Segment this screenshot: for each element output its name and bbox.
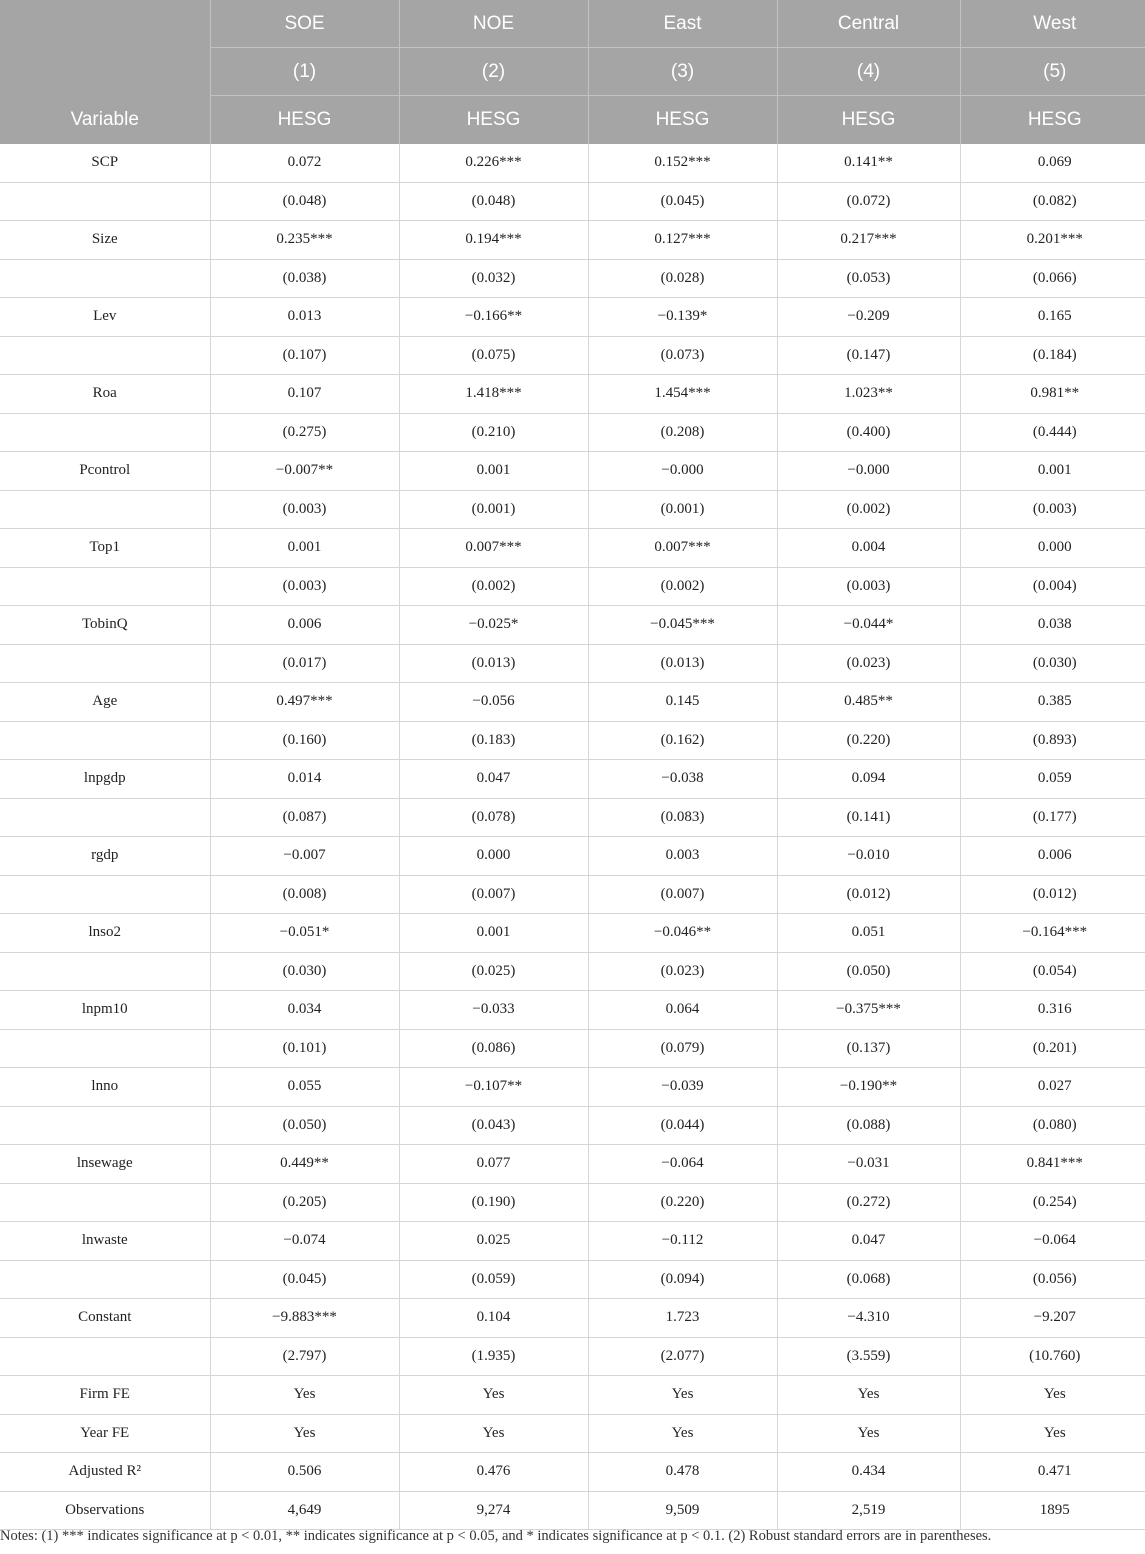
coef-cell: 0.141** <box>777 144 960 182</box>
value-cell: 0.471 <box>960 1453 1145 1492</box>
value-cell: 9,274 <box>399 1491 588 1530</box>
table-row-coef <box>0 1145 1145 1184</box>
header-group-central: Central <box>777 0 960 48</box>
variable-name: lnwaste <box>0 1222 210 1261</box>
variable-name: Roa <box>0 375 210 414</box>
header-row-numbers <box>0 48 1145 96</box>
variable-name: Lev <box>0 298 210 337</box>
se-cell: (0.088) <box>777 1106 960 1145</box>
coef-cell: 1.454*** <box>588 375 777 414</box>
coef-cell: 0.077 <box>399 1145 588 1184</box>
se-cell: (0.043) <box>399 1106 588 1145</box>
variable-name: Age <box>0 683 210 722</box>
coef-cell: 0.025 <box>399 1222 588 1261</box>
se-cell: (0.025) <box>399 952 588 991</box>
se-cell: (0.094) <box>588 1260 777 1299</box>
table-row-adjusted-r2 <box>0 1453 1145 1492</box>
coef-cell: −0.375*** <box>777 991 960 1030</box>
se-cell: (0.050) <box>210 1106 399 1145</box>
value-cell: 0.476 <box>399 1453 588 1492</box>
header-group-west: West <box>960 0 1145 48</box>
header-group-east: East <box>588 0 777 48</box>
value-cell: 2,519 <box>777 1491 960 1530</box>
coef-cell: 0.001 <box>399 914 588 953</box>
table-row-coef <box>0 375 1145 414</box>
coef-cell: −0.000 <box>588 452 777 491</box>
blank-cell <box>0 952 210 991</box>
coef-cell: 0.034 <box>210 991 399 1030</box>
se-cell: (0.190) <box>399 1183 588 1222</box>
coef-cell: −0.038 <box>588 760 777 799</box>
blank-cell <box>0 875 210 914</box>
table-row-coef <box>0 529 1145 568</box>
se-cell: (0.205) <box>210 1183 399 1222</box>
coef-cell: −0.064 <box>588 1145 777 1184</box>
se-cell: (0.087) <box>210 798 399 837</box>
table-row-se <box>0 1260 1145 1299</box>
se-cell: (2.077) <box>588 1337 777 1376</box>
coef-cell: −0.166** <box>399 298 588 337</box>
header-group-soe: SOE <box>210 0 399 48</box>
se-cell: (0.004) <box>960 567 1145 606</box>
table-row-se <box>0 1029 1145 1068</box>
se-cell: (0.080) <box>960 1106 1145 1145</box>
se-cell: (0.893) <box>960 721 1145 760</box>
blank-cell <box>0 490 210 529</box>
coef-cell: 0.055 <box>210 1068 399 1107</box>
coef-cell: 0.165 <box>960 298 1145 337</box>
header-number-5: (5) <box>960 48 1145 96</box>
coef-cell: −9.207 <box>960 1299 1145 1338</box>
coef-cell: 0.006 <box>210 606 399 645</box>
se-cell: (0.002) <box>399 567 588 606</box>
header-number-4: (4) <box>777 48 960 96</box>
coef-cell: 0.064 <box>588 991 777 1030</box>
coef-cell: −0.051* <box>210 914 399 953</box>
coef-cell: 0.007*** <box>399 529 588 568</box>
table-row-year-fe <box>0 1414 1145 1453</box>
se-cell: (0.107) <box>210 336 399 375</box>
se-cell: (0.048) <box>210 182 399 221</box>
blank-cell <box>0 1029 210 1068</box>
se-cell: (0.017) <box>210 644 399 683</box>
coef-cell: −0.139* <box>588 298 777 337</box>
coef-cell: −0.074 <box>210 1222 399 1261</box>
header-dependent-4: HESG <box>777 96 960 145</box>
table-row-se <box>0 413 1145 452</box>
se-cell: (0.075) <box>399 336 588 375</box>
se-cell: (0.013) <box>399 644 588 683</box>
se-cell: (0.147) <box>777 336 960 375</box>
coef-cell: −4.310 <box>777 1299 960 1338</box>
coef-cell: 0.485** <box>777 683 960 722</box>
coef-cell: 1.023** <box>777 375 960 414</box>
se-cell: (0.023) <box>588 952 777 991</box>
se-cell: (0.254) <box>960 1183 1145 1222</box>
se-cell: (0.003) <box>210 567 399 606</box>
coef-cell: 0.007*** <box>588 529 777 568</box>
se-cell: (0.002) <box>777 490 960 529</box>
coef-cell: 0.217*** <box>777 221 960 260</box>
coef-cell: 0.497*** <box>210 683 399 722</box>
blank-cell <box>0 567 210 606</box>
blank-cell <box>0 182 210 221</box>
se-cell: (0.400) <box>777 413 960 452</box>
se-cell: (0.444) <box>960 413 1145 452</box>
coef-cell: −0.064 <box>960 1222 1145 1261</box>
header-row-dependent <box>0 96 1145 145</box>
se-cell: (0.160) <box>210 721 399 760</box>
table-row-se <box>0 567 1145 606</box>
coef-cell: −0.045*** <box>588 606 777 645</box>
header-dependent-5: HESG <box>960 96 1145 145</box>
se-cell: (0.045) <box>588 182 777 221</box>
se-cell: (0.072) <box>777 182 960 221</box>
se-cell: (0.054) <box>960 952 1145 991</box>
row-label: Observations <box>0 1491 210 1530</box>
coef-cell: 0.841*** <box>960 1145 1145 1184</box>
blank-cell <box>0 1183 210 1222</box>
value-cell: Yes <box>588 1376 777 1415</box>
table-row-firm-fe <box>0 1376 1145 1415</box>
table-row-coef <box>0 1068 1145 1107</box>
se-cell: (0.184) <box>960 336 1145 375</box>
se-cell: (0.183) <box>399 721 588 760</box>
se-cell: (0.008) <box>210 875 399 914</box>
variable-name: lnso2 <box>0 914 210 953</box>
coef-cell: 0.000 <box>960 529 1145 568</box>
se-cell: (0.066) <box>960 259 1145 298</box>
se-cell: (0.045) <box>210 1260 399 1299</box>
table-row-coef <box>0 221 1145 260</box>
table-row-coef <box>0 144 1145 182</box>
coef-cell: 1.418*** <box>399 375 588 414</box>
coef-cell: 0.051 <box>777 914 960 953</box>
coef-cell: −0.190** <box>777 1068 960 1107</box>
se-cell: (0.013) <box>588 644 777 683</box>
se-cell: (0.050) <box>777 952 960 991</box>
value-cell: 0.434 <box>777 1453 960 1492</box>
se-cell: (0.053) <box>777 259 960 298</box>
value-cell: Yes <box>960 1376 1145 1415</box>
se-cell: (0.068) <box>777 1260 960 1299</box>
se-cell: (0.208) <box>588 413 777 452</box>
coef-cell: 0.449** <box>210 1145 399 1184</box>
se-cell: (0.012) <box>777 875 960 914</box>
coef-cell: 0.047 <box>777 1222 960 1261</box>
se-cell: (0.073) <box>588 336 777 375</box>
coef-cell: 0.072 <box>210 144 399 182</box>
se-cell: (0.003) <box>210 490 399 529</box>
header-number-3: (3) <box>588 48 777 96</box>
coef-cell: 0.001 <box>960 452 1145 491</box>
table-row-observations <box>0 1491 1145 1530</box>
coef-cell: 0.059 <box>960 760 1145 799</box>
se-cell: (0.044) <box>588 1106 777 1145</box>
se-cell: (0.137) <box>777 1029 960 1068</box>
table-row-coef <box>0 298 1145 337</box>
table-row-coef <box>0 760 1145 799</box>
value-cell: 4,649 <box>210 1491 399 1530</box>
se-cell: (0.078) <box>399 798 588 837</box>
table-row-se <box>0 1106 1145 1145</box>
coef-cell: −0.010 <box>777 837 960 876</box>
se-cell: (0.012) <box>960 875 1145 914</box>
se-cell: (0.001) <box>588 490 777 529</box>
blank-cell <box>0 721 210 760</box>
table-row-se <box>0 798 1145 837</box>
se-cell: (0.272) <box>777 1183 960 1222</box>
coef-cell: 0.201*** <box>960 221 1145 260</box>
table-row-coef <box>0 606 1145 645</box>
coef-cell: 0.047 <box>399 760 588 799</box>
se-cell: (10.760) <box>960 1337 1145 1376</box>
coef-cell: 0.145 <box>588 683 777 722</box>
value-cell: Yes <box>777 1376 960 1415</box>
coef-cell: −0.209 <box>777 298 960 337</box>
table-body <box>0 144 1145 1530</box>
header-dependent-3: HESG <box>588 96 777 145</box>
header-dependent-1: HESG <box>210 96 399 145</box>
table-row-se <box>0 644 1145 683</box>
value-cell: Yes <box>588 1414 777 1453</box>
variable-name: lnsewage <box>0 1145 210 1184</box>
value-cell: 0.478 <box>588 1453 777 1492</box>
coef-cell: 0.107 <box>210 375 399 414</box>
se-cell: (0.032) <box>399 259 588 298</box>
value-cell: 9,509 <box>588 1491 777 1530</box>
variable-name: Constant <box>0 1299 210 1338</box>
coef-cell: −0.044* <box>777 606 960 645</box>
coef-cell: −0.107** <box>399 1068 588 1107</box>
table-row-coef <box>0 683 1145 722</box>
blank-cell <box>0 259 210 298</box>
coef-cell: 0.006 <box>960 837 1145 876</box>
table-row-coef <box>0 991 1145 1030</box>
value-cell: Yes <box>777 1414 960 1453</box>
coef-cell: 0.226*** <box>399 144 588 182</box>
se-cell: (0.038) <box>210 259 399 298</box>
coef-cell: −0.056 <box>399 683 588 722</box>
blank-cell <box>0 413 210 452</box>
variable-name: rgdp <box>0 837 210 876</box>
table-row-se <box>0 490 1145 529</box>
se-cell: (0.048) <box>399 182 588 221</box>
se-cell: (0.201) <box>960 1029 1145 1068</box>
header-number-1: (1) <box>210 48 399 96</box>
header-blank <box>0 48 210 96</box>
se-cell: (0.007) <box>588 875 777 914</box>
table-notes: Notes: (1) *** indicates significance at p < 0.01, ** indicates significance at p < 0.05, and * indicates significance at p < 0.1. (2) Robust standard errors are in parentheses. <box>0 1528 992 1544</box>
coef-cell: −0.164*** <box>960 914 1145 953</box>
value-cell: Yes <box>399 1376 588 1415</box>
header-dependent-2: HESG <box>399 96 588 145</box>
header-row-groups <box>0 0 1145 48</box>
row-label: Adjusted R² <box>0 1453 210 1492</box>
coef-cell: 0.013 <box>210 298 399 337</box>
se-cell: (0.101) <box>210 1029 399 1068</box>
variable-name: TobinQ <box>0 606 210 645</box>
table-row-coef <box>0 837 1145 876</box>
se-cell: (0.030) <box>210 952 399 991</box>
coef-cell: −0.033 <box>399 991 588 1030</box>
table-row-coef <box>0 1222 1145 1261</box>
table-row-se <box>0 952 1145 991</box>
row-label: Firm FE <box>0 1376 210 1415</box>
blank-cell <box>0 336 210 375</box>
variable-name: lnpgdp <box>0 760 210 799</box>
table-row-se <box>0 259 1145 298</box>
coef-cell: 0.004 <box>777 529 960 568</box>
se-cell: (0.220) <box>588 1183 777 1222</box>
table-header <box>0 0 1145 144</box>
coef-cell: 0.000 <box>399 837 588 876</box>
row-label: Year FE <box>0 1414 210 1453</box>
table-row-coef <box>0 1299 1145 1338</box>
variable-name: Size <box>0 221 210 260</box>
se-cell: (0.141) <box>777 798 960 837</box>
se-cell: (1.935) <box>399 1337 588 1376</box>
se-cell: (0.083) <box>588 798 777 837</box>
se-cell: (0.030) <box>960 644 1145 683</box>
coef-cell: 0.038 <box>960 606 1145 645</box>
value-cell: 0.506 <box>210 1453 399 1492</box>
coef-cell: −0.007 <box>210 837 399 876</box>
coef-cell: 0.003 <box>588 837 777 876</box>
table-row-se <box>0 182 1145 221</box>
value-cell: Yes <box>210 1376 399 1415</box>
value-cell: Yes <box>960 1414 1145 1453</box>
se-cell: (0.079) <box>588 1029 777 1068</box>
blank-cell <box>0 798 210 837</box>
se-cell: (3.559) <box>777 1337 960 1376</box>
se-cell: (0.002) <box>588 567 777 606</box>
coef-cell: −0.000 <box>777 452 960 491</box>
se-cell: (0.177) <box>960 798 1145 837</box>
coef-cell: 0.069 <box>960 144 1145 182</box>
se-cell: (0.028) <box>588 259 777 298</box>
coef-cell: 0.235*** <box>210 221 399 260</box>
coef-cell: 0.001 <box>210 529 399 568</box>
se-cell: (0.082) <box>960 182 1145 221</box>
blank-cell <box>0 1106 210 1145</box>
se-cell: (0.003) <box>960 490 1145 529</box>
se-cell: (0.023) <box>777 644 960 683</box>
se-cell: (0.162) <box>588 721 777 760</box>
coef-cell: 0.014 <box>210 760 399 799</box>
table-row-se <box>0 1183 1145 1222</box>
value-cell: Yes <box>210 1414 399 1453</box>
table-row-se <box>0 875 1145 914</box>
se-cell: (0.086) <box>399 1029 588 1068</box>
variable-name: lnno <box>0 1068 210 1107</box>
coef-cell: −0.039 <box>588 1068 777 1107</box>
se-cell: (0.210) <box>399 413 588 452</box>
coef-cell: −0.031 <box>777 1145 960 1184</box>
se-cell: (0.007) <box>399 875 588 914</box>
blank-cell <box>0 1337 210 1376</box>
coef-cell: −0.112 <box>588 1222 777 1261</box>
se-cell: (0.001) <box>399 490 588 529</box>
variable-name: Top1 <box>0 529 210 568</box>
se-cell: (2.797) <box>210 1337 399 1376</box>
header-variable-label: Variable <box>0 96 210 145</box>
se-cell: (0.059) <box>399 1260 588 1299</box>
table-row-se <box>0 336 1145 375</box>
table-row-coef <box>0 452 1145 491</box>
coef-cell: −0.046** <box>588 914 777 953</box>
se-cell: (0.056) <box>960 1260 1145 1299</box>
variable-name: SCP <box>0 144 210 182</box>
se-cell: (0.220) <box>777 721 960 760</box>
variable-name: Pcontrol <box>0 452 210 491</box>
coef-cell: 0.385 <box>960 683 1145 722</box>
coef-cell: −0.025* <box>399 606 588 645</box>
header-blank <box>0 0 210 48</box>
variable-name: lnpm10 <box>0 991 210 1030</box>
table-row-se <box>0 1337 1145 1376</box>
blank-cell <box>0 644 210 683</box>
coef-cell: 0.127*** <box>588 221 777 260</box>
coef-cell: 0.194*** <box>399 221 588 260</box>
header-group-noe: NOE <box>399 0 588 48</box>
coef-cell: −9.883*** <box>210 1299 399 1338</box>
coef-cell: 0.104 <box>399 1299 588 1338</box>
coef-cell: 0.981** <box>960 375 1145 414</box>
coef-cell: 0.316 <box>960 991 1145 1030</box>
coef-cell: 0.152*** <box>588 144 777 182</box>
value-cell: Yes <box>399 1414 588 1453</box>
coef-cell: 1.723 <box>588 1299 777 1338</box>
table-row-coef <box>0 914 1145 953</box>
value-cell: 1895 <box>960 1491 1145 1530</box>
coef-cell: −0.007** <box>210 452 399 491</box>
se-cell: (0.003) <box>777 567 960 606</box>
blank-cell <box>0 1260 210 1299</box>
coef-cell: 0.094 <box>777 760 960 799</box>
coef-cell: 0.027 <box>960 1068 1145 1107</box>
se-cell: (0.275) <box>210 413 399 452</box>
table-row-se <box>0 721 1145 760</box>
coef-cell: 0.001 <box>399 452 588 491</box>
header-number-2: (2) <box>399 48 588 96</box>
